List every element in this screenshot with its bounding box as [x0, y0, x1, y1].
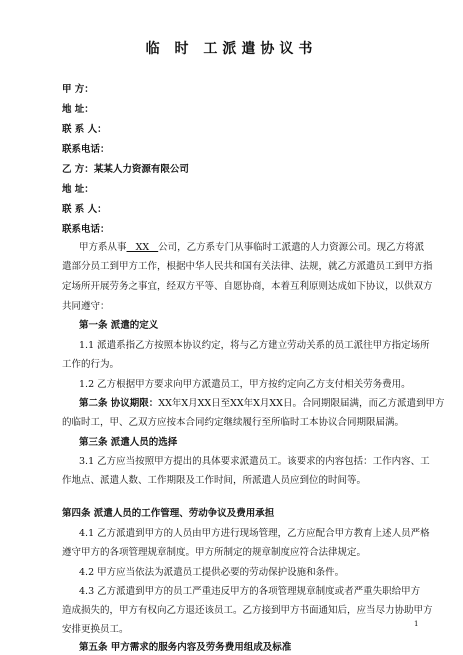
- article-1-p2: 1.2 乙方根据甲方要求向甲方派遣员工，甲方按约定向乙方支付相关劳务费用。: [79, 379, 411, 390]
- party-b-phone-label: 联系电话：: [62, 224, 110, 235]
- intro-line-1: [79, 241, 439, 254]
- article-4-p1-line-1: 4.1 乙方派遣到甲方的人员由甲方进行现场管理，乙方应配合甲方教育上述人员严格: [79, 528, 430, 539]
- intro-text: 公司，乙方系专门从事临时工派遣的人力资源公司。现乙方将派: [158, 242, 425, 253]
- party-b-phone-row: [62, 223, 422, 236]
- intro-line-2: 遣部分员工到甲方工作，根据中华人民共和国有关法律、法规，就乙方派遣员工到甲方指: [62, 261, 433, 272]
- party-b-address-row: [62, 183, 422, 196]
- article-3-heading: 第三条 派遣人员的选择: [79, 437, 178, 448]
- party-b-contact-label: 联 系 人：: [62, 204, 107, 215]
- party-b-name-row: [62, 163, 422, 176]
- party-b-contact-row: [62, 203, 422, 216]
- party-a-name-label: 甲 方：: [62, 84, 94, 95]
- page-number: 1: [414, 620, 419, 628]
- article-4-p2: 4.2 甲方应当依法为派遣员工提供必要的劳动保护设施和条件。: [79, 567, 345, 578]
- article-5-heading: 第五条 甲方需求的服务内容及劳务费用组成及标准: [79, 642, 292, 653]
- party-b-name-label: 乙 方：: [62, 164, 94, 175]
- party-a-phone-label: 联系电话：: [62, 144, 110, 155]
- document-title: 临 时 工派遣协议书: [145, 41, 318, 57]
- article-2-line-2: 的临时工，甲、乙双方应按本合同约定继续履行至所临时工本协议合同期限届满。: [62, 417, 405, 428]
- party-a-contact-row: [62, 123, 422, 136]
- industry-blank: XX: [126, 242, 159, 253]
- article-4-p1-line-2: 遵守甲方的各项管理规章制度。甲方所制定的规章制度应符合法律规定。: [62, 547, 367, 558]
- intro-line-4: 共同遵守：: [62, 301, 110, 312]
- article-1-heading: 第一条 派遣的定义: [79, 320, 159, 331]
- article-4-heading: 第四条 派遣人员的工作管理、劳动争议及费用承担: [62, 508, 275, 519]
- party-b-name-value: 某某人力资源有限公司: [93, 164, 189, 175]
- article-4-p3-line-2: 造成损失的，甲方有权向乙方退还该员工。乙方接到甲方书面通知后，应当尽力协助甲方: [62, 605, 433, 616]
- agreement-period: XX年X月XX日至XX年X月XX日。合同期限届满，而乙方派遣到甲方: [158, 398, 445, 409]
- intro-line-3: 定场所开展劳务之事宜，经双方平等、自愿协商，本着互利原则达成如下协议，以供双方: [62, 281, 433, 292]
- article-1-p1-line-2: 工作的行为。: [62, 359, 120, 370]
- article-1-p1-line-1: 1.1 派遣系指乙方按照本协议约定，将与乙方建立劳动关系的员工派往甲方指定场所: [79, 340, 430, 351]
- party-a-name-row: [62, 83, 422, 96]
- article-4-p3-line-3: 安排更换员工。: [62, 624, 129, 635]
- article-4-p3-line-1: 4.3 乙方派遣到甲方的员工严重违反甲方的各项管理规章制度或者严重失职给甲方: [79, 586, 421, 597]
- article-3-line-2: 作地点、派遣人数、工作期限及工作时间，所派遣人员应到位的时间等。: [62, 475, 367, 486]
- article-2-line-1: [79, 397, 445, 411]
- party-a-address-label: 地 址：: [62, 104, 94, 115]
- intro-text: 甲方系从事: [79, 242, 127, 253]
- article-2-heading: 第二条 协议期限：: [79, 398, 159, 409]
- party-a-phone-row: [62, 143, 422, 156]
- party-b-address-label: 地 址：: [62, 184, 94, 195]
- party-a-address-row: [62, 103, 422, 116]
- party-a-contact-label: 联 系 人：: [62, 124, 107, 135]
- article-3-line-1: 3.1 乙方应当按照甲方提出的具体要求派遣员工。该要求的内容包括：工作内容、工: [79, 456, 430, 467]
